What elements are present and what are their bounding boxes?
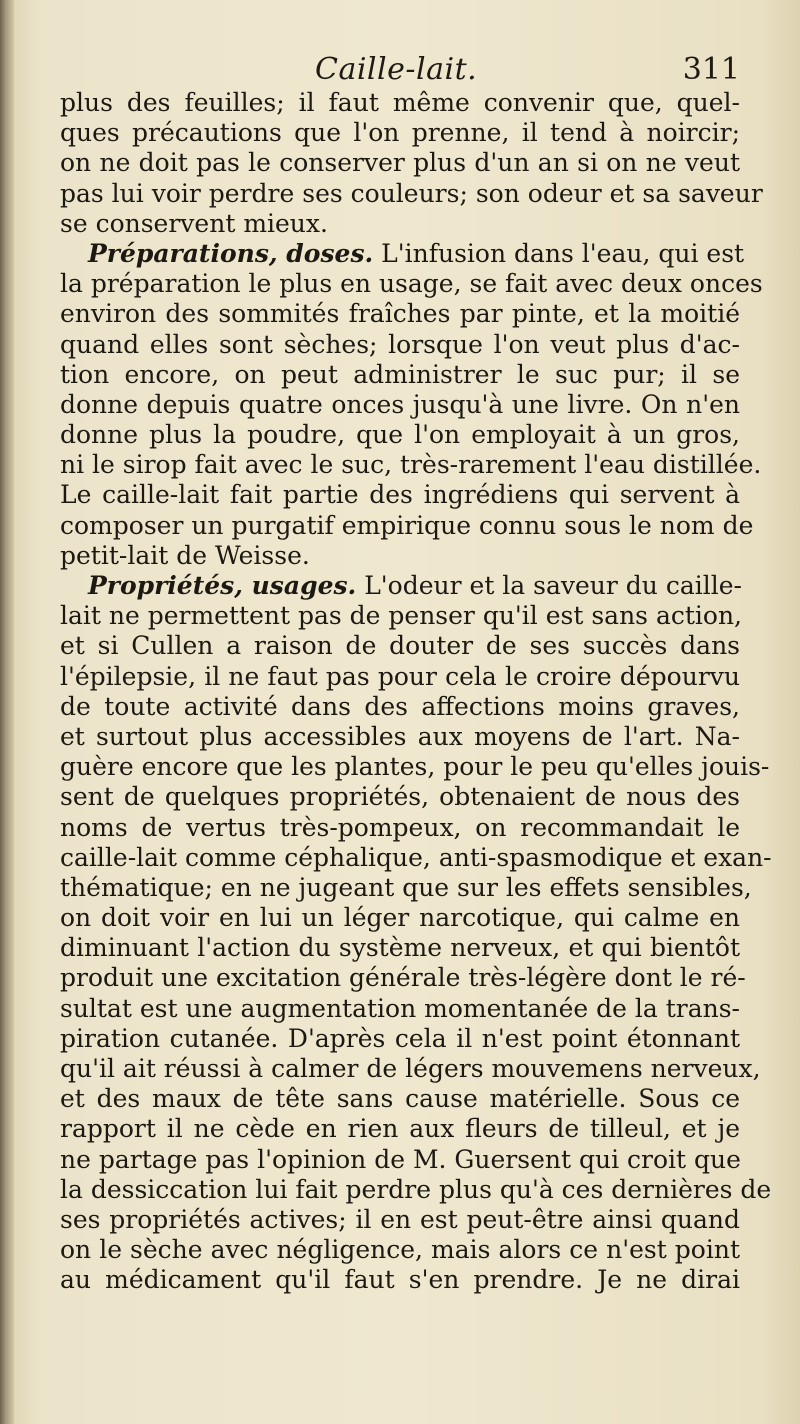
text-line: la préparation le plus en usage, se fait avec deux onces [60,269,763,299]
text-line: petit-lait de Weisse. [60,540,310,570]
text-line: ques précautions que l'on prenne, il tend à noircir; [60,118,740,148]
text-line: piration cutanée. D'après cela il n'est point étonnant [60,1023,740,1053]
text-line: guère encore que les plantes, pour le peu qu'elles jouis- [60,752,770,782]
section-heading-line [60,238,745,269]
text-line: donne plus la poudre, que l'on employait à un gros, [60,420,740,450]
text-line: ses propriétés actives; il en est peut-être ainsi quand [60,1204,740,1234]
text-line: produit une excitation générale très-légère dont le ré- [60,963,746,993]
section-heading-proprietes: Propriétés, usages. [88,571,357,600]
running-header [60,52,740,92]
text-line: donne depuis quatre onces jusqu'à une livre. On n'en [60,389,740,419]
text-line: on le sèche avec négligence, mais alors ce n'est point [60,1235,740,1265]
text-line: plus des feuilles; il faut même convenir que, quel- [60,88,740,117]
text-line: on ne doit pas le conserver plus d'un an si on ne veut [60,148,740,178]
text-line: environ des sommités fraîches par pinte, et la moitié [60,299,740,329]
text-line: tion encore, on peut administrer le suc pur; il se [60,359,740,389]
text-line: qu'il ait réussi à calmer de légers mouvemens nerveux, [60,1054,761,1083]
text-line: caille-lait comme céphalique, anti-spasmodique et exan- [60,842,772,872]
text-line: Le caille-lait fait partie des ingrédiens qui servent à [60,480,740,510]
running-title: Caille-lait. [315,52,478,87]
text-line: au médicament qu'il faut s'en prendre. Je ne dirai [60,1265,740,1295]
text-line: lait ne permettent pas de penser qu'il est sans action, [60,601,743,631]
text-line: on doit voir en lui un léger narcotique, qui calme en [60,903,740,933]
section-heading-line [60,571,740,601]
text-line: rapport il ne cède en rien aux fleurs de tilleul, et je [60,1114,740,1144]
text-line: se conservent mieux. [60,208,328,238]
text-line: et si Cullen a raison de douter de ses succès dans [60,631,740,661]
text-line: sultat est une augmentation momentanée de la trans- [60,993,740,1023]
text-line: ne partage pas l'opinion de M. Guersent qui croit que [60,1144,741,1174]
section-heading-text: L'odeur et la saveur du caille- [356,571,742,600]
text-line: sent de quelques propriétés, obtenaient de nous des [60,782,740,812]
text-line: de toute activité dans des affections moins graves, [60,691,740,721]
text-line: et surtout plus accessibles aux moyens de l'art. Na- [60,721,740,751]
text-line: noms de vertus très-pompeux, on recommandait le [60,812,740,842]
text-line: l'épilepsie, il ne faut pas pour cela le croire dépourvu [60,661,740,691]
text-line: composer un purgatif empirique connu sous le nom de [60,510,754,540]
text-line: quand elles sont sèches; lorsque l'on veut plus d'ac- [60,329,740,359]
section-heading-text: L'infusion dans l'eau, qui est [373,238,745,268]
text-line: thématique; en ne jugeant que sur les effets sensibles, [60,872,752,902]
page-number: 311 [682,52,740,87]
text-line: la dessiccation lui fait perdre plus qu'à ces dernières de [60,1174,772,1204]
text-line: diminuant l'action du système nerveux, et qui bientôt [60,933,740,963]
body-text [60,88,772,1296]
text-line: et des maux de tête sans cause matérielle. Sous ce [60,1084,740,1114]
section-heading-preparations: Préparations, doses. [88,238,374,268]
text-line: ni le sirop fait avec le suc, très-rarement l'eau distillée. [60,450,762,480]
book-spine [0,0,14,1424]
text-line: pas lui voir perdre ses couleurs; son odeur et sa saveur [60,178,763,208]
